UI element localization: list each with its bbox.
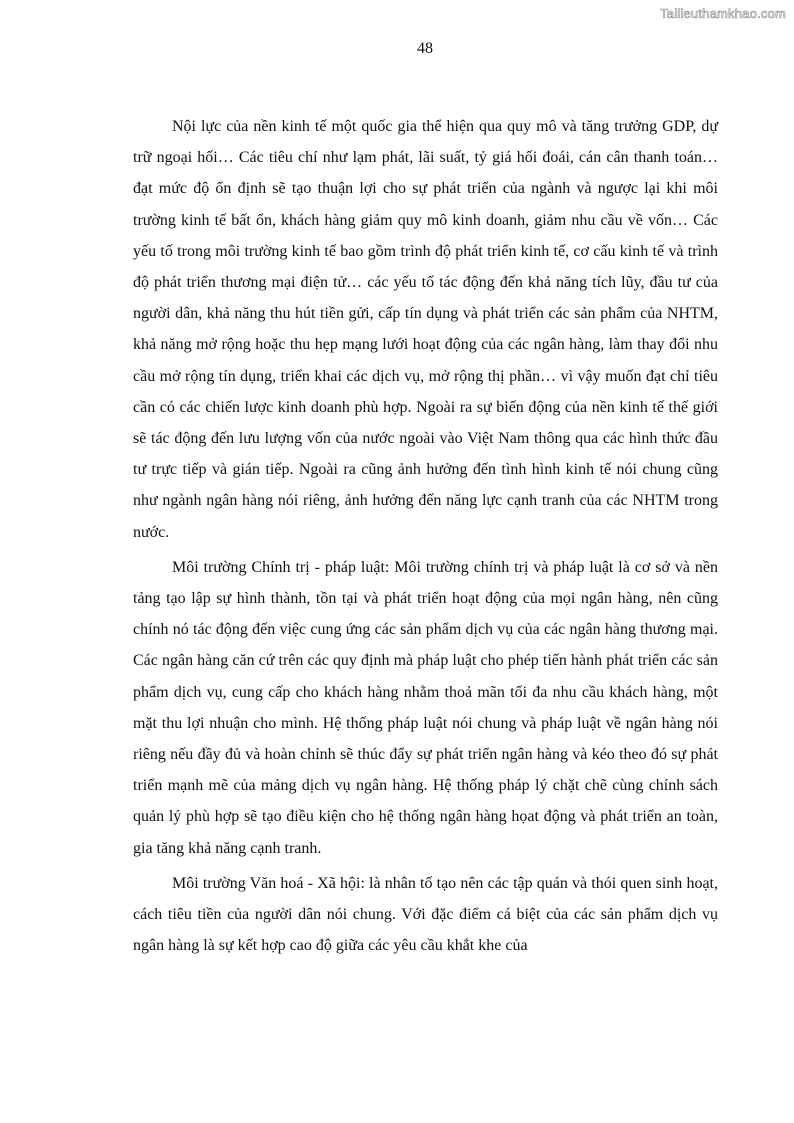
- document-body: [133, 111, 718, 965]
- paragraph-cultural-social-environment: Môi trường Văn hoá - Xã hội: là nhân tố tạo nên các tập quán và thói quen sinh hoạt, cách tiêu tiền của người dân nói chung. Với đặc điểm cá biệt của các sản phẩm dịch vụ ngân hàng là sự kết hợp cao độ giữa các yêu cầu khắt khe của: [133, 874, 718, 955]
- page-number: 48: [417, 40, 433, 57]
- watermark-text: Tailieuthamkhao.com: [660, 6, 786, 21]
- paragraph-political-legal-environment: Môi trường Chính trị - pháp luật: Môi trường chính trị và pháp luật là cơ sở và nền tảng tạo lập sự hình thành, tồn tại và phát triển hoạt động của mọi ngân hàng, nên cũng chính nó tác động đến việc cung ứng các sản phẩm dịch vụ của các ngân hàng thương mại. Các ngân hàng căn cứ trên các quy định mà pháp luật cho phép tiến hành phát triển các sản phẩm dịch vụ, cung cấp cho khách hàng nhằm thoả mãn tối đa nhu cầu khách hàng, một mặt thu lợi nhuận cho mình. Hệ thống pháp luật nói chung và pháp luật về ngân hàng nói riêng nếu đầy đủ và hoàn chỉnh sẽ thúc đẩy sự phát triển ngân hàng và kéo theo đó sự phát triển mạnh mẽ của mảng dịch vụ ngân hàng. Hệ thống pháp lý chặt chẽ cùng chính sách quản lý phù hợp sẽ tạo điều kiện cho hệ thống ngân hàng họat động và phát triển an toàn, gia tăng khả năng cạnh tranh.: [133, 558, 718, 857]
- paragraph-economic-environment: Nội lực của nền kinh tế một quốc gia thể hiện qua quy mô và tăng trưởng GDP, dự trữ ngoại hối… Các tiêu chí như lạm phát, lãi suất, tỷ giá hối đoái, cán cân thanh toán… đạt mức độ ổn định sẽ tạo thuận lợi cho sự phát triển của ngành và ngược lại khi môi trường kinh tế bất ổn, khách hàng giảm quy mô kinh doanh, giảm nhu cầu về vốn… Các yếu tố trong môi trường kinh tế bao gồm trình độ phát triển kinh tế, cơ cấu kinh tế và trình độ phát triển thương mại điện tử… các yếu tố tác động đến khả năng tích lũy, đầu tư của người dân, khả năng thu hút tiền gửi, cấp tín dụng và phát triển các sản phẩm của NHTM, khả năng mở rộng hoặc thu hẹp mạng lưới hoạt động của các ngân hàng, làm thay đổi nhu cầu mở rộng tín dụng, triển khai các dịch vụ, mở rộng thị phần… vì vậy muốn đạt chỉ tiêu cần có các chiến lược kinh doanh phù hợp. Ngoài ra sự biến động của nền kinh tế thế giới sẽ tác động đến lưu lượng vốn của nước ngoài vào Việt Nam thông qua các hình thức đầu tư trực tiếp và gián tiếp. Ngoài ra cũng ảnh hưởng đến tình hình kinh tế nói chung cũng như ngành ngân hàng nói riêng, ảnh hưởng đến năng lực cạnh tranh của các NHTM trong nước.: [133, 118, 718, 541]
